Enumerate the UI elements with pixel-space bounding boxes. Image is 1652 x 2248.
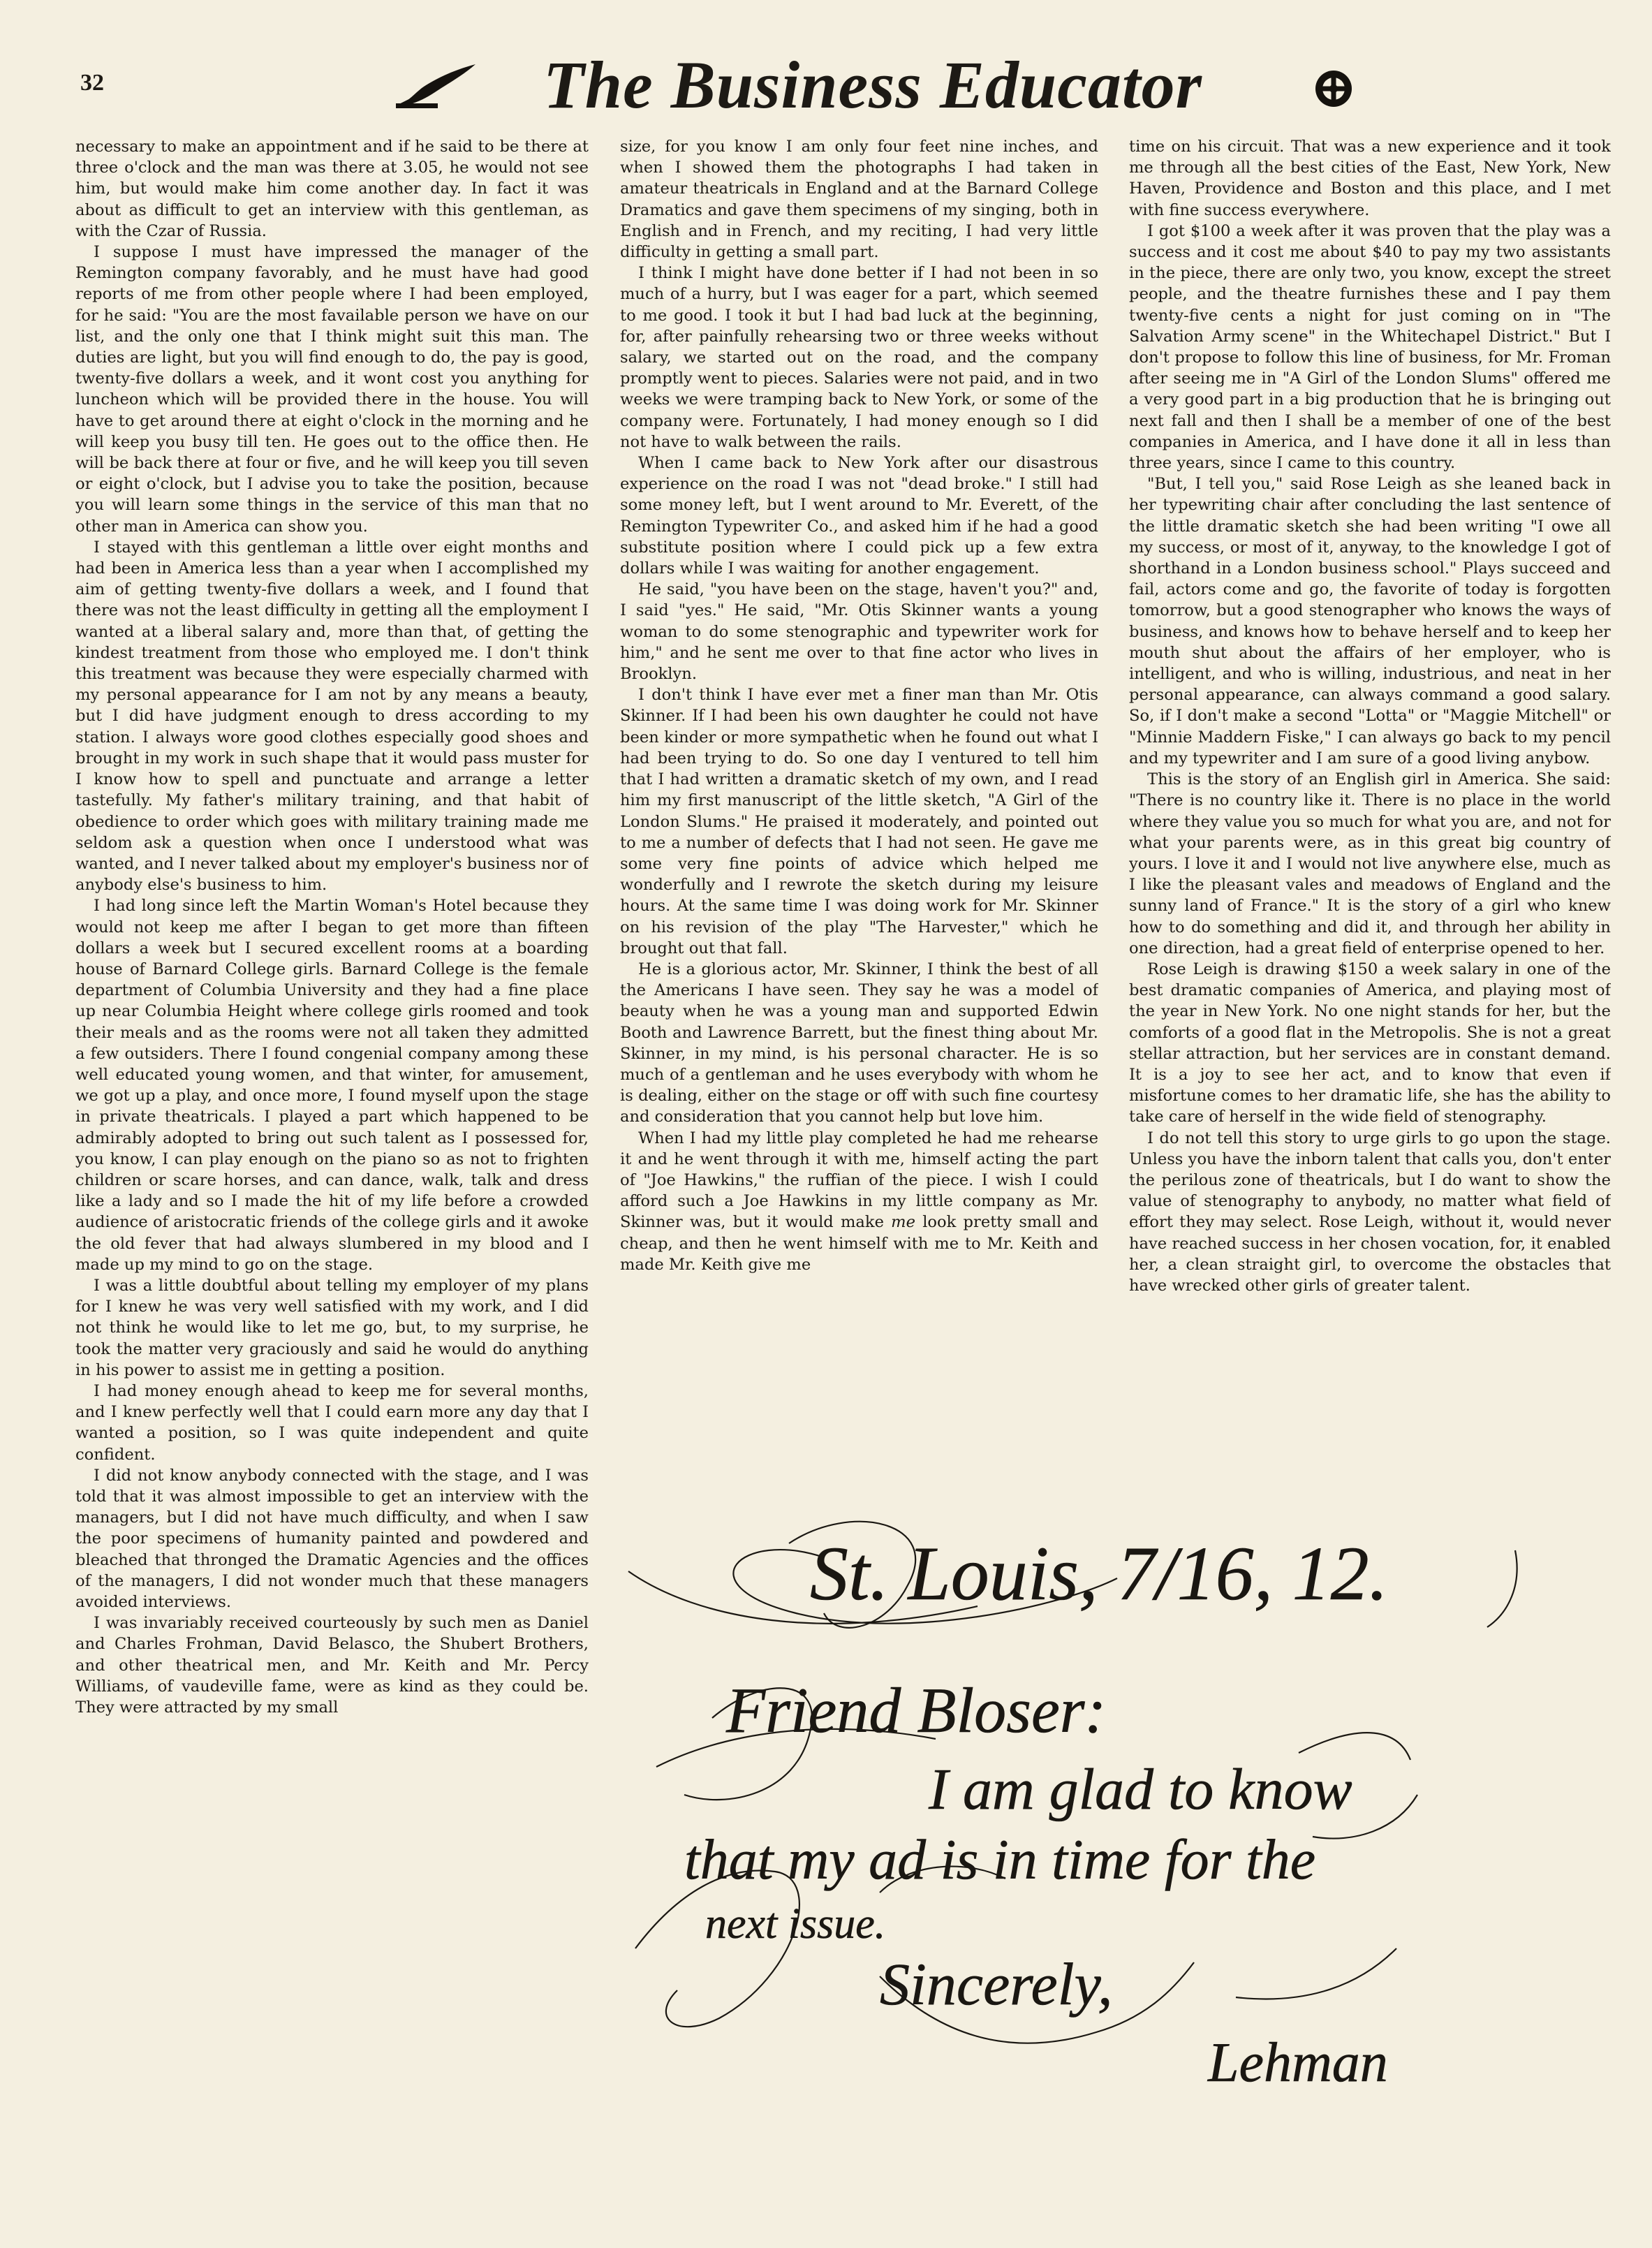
quill-pen-icon	[394, 61, 478, 109]
article-paragraph: Rose Leigh is drawing $150 a week salary in one of the best dramatic companies of America, and playing most of the year in New York. No one night stands for her, but the comforts of a good flat in the Metropolis. She is not a great stellar attraction, but her services are in constant demand. It is a joy to see her act, and to know that even if misfortune comes to her dramatic life, she has the ability to take care of herself in the wide field of stenography.	[1129, 960, 1611, 1126]
article-paragraph: He said, "you have been on the stage, haven't you?" and, I said "yes." He said, "Mr. Otis Skinner wants a young woman to do some stenographic and typewriter work for him," and he sent me over to that fine actor who lives in Brooklyn.	[620, 580, 1098, 684]
masthead-title: The Business Educator	[543, 47, 1202, 122]
text-run: look pretty small and cheap, and then he went himself with me to Mr. Keith and made Mr. Keith give me	[620, 1213, 1098, 1274]
article-paragraph: I had money enough ahead to keep me for several months, and I knew perfectly well that I could earn more any day that I wanted a position, so I was quite independent and quite confident.	[75, 1381, 589, 1464]
article-column-1	[75, 136, 589, 2161]
article-paragraph: I was invariably received courteously by such men as Daniel and Charles Frohman, David Belasco, the Shubert Brothers, and other theatrical men, and Mr. Keith and Mr. Percy Williams, of vaudeville fame, were as kind as they could be. They were attracted by my small	[75, 1614, 589, 1717]
letter-body-line-3: next issue.	[705, 1900, 886, 1948]
article-paragraph: size, for you know I am only four feet nine inches, and when I showed them the photographs I had taken in amateur theatricals in England and at the Barnard College Dramatics and gave them specimens of my singing, both in English and in French, and my reciting, I had very little difficulty in getting a small part.	[620, 138, 1098, 262]
article-paragraph: I suppose I must have impressed the manager of the Remington company favorably, and he must have had good reports of me from other people where I had been employed, for he said: "You are the most favailable person we have on our list, and the only one that I think might suit this man. The duties are light, but you will find enough to do, the pay is good, twenty-five dollars a week, and it wont cost you anything for luncheon which will be provided there in the house. You will have to get around there at eight o'clock in the morning and he will keep you busy till ten. He goes out to the office then. He will be back there at four or five, and he will keep you till seven or eight o'clock, but I advise you to take the position, because you will learn some things in the service of this man that no other man in America can show you.	[75, 243, 589, 536]
letter-salutation: Friend Bloser:	[726, 1675, 1107, 1746]
article-paragraph: This is the story of an English girl in America. She said: "There is no country like it. There is no place in the world where they value you so much for what you are, and not for what your parents were, as in this great big country of yours. I love it and I would not live anywhere else, much as I like the pleasant vales and meadows of England and the sunny land of France." It is the story of a girl who knew how to do something and did it, and through her ability in one direction, had a great field of enterprise opened to her.	[1129, 770, 1611, 957]
letter-signature: Lehman	[1208, 2032, 1388, 2094]
article-paragraph: I was a little doubtful about telling my employer of my plans for I knew he was very well satisfied with my work, and I did not think he would like to let me go, but, to my surprise, he took the matter very graciously and said he would do anything in his power to assist me in getting a position.	[75, 1276, 589, 1379]
text-run: When I had my little play completed he had me rehearse it and he went through it with me, himself acting the part of "Joe Hawkins," the ruffian of the piece. I wish I could afford such a Joe Hawkins in my little company as Mr. Skinner was, but it would make	[620, 1129, 1098, 1232]
article-paragraph: He is a glorious actor, Mr. Skinner, I think the best of all the Americans I have seen. They say he was a model of beauty when he was a young man and supported Edwin Booth and Lawrence Barrett, but the finest thing about Mr. Skinner, in my mind, is his personal character. He is so much of a gentleman and he uses everybody with whom he is dealing, either on the stage or off with such fine courtesy and consideration that you cannot help but love him.	[620, 960, 1098, 1126]
article-paragraph: I do not tell this story to urge girls to go upon the stage. Unless you have the inborn talent that calls you, don't enter the perilous zone of theatricals, but I do want to show the value of stenography to anybody, no matter what field of effort they may select. Rose Leigh, without it, would never have reached success in her chosen vocation, for, it enabled her, a clean straight girl, to overcome the obstacles that have wrecked other girls of greater talent.	[1129, 1129, 1611, 1295]
page-number: 32	[80, 70, 104, 96]
article-column-2	[620, 136, 1098, 1512]
article-paragraph: I had long since left the Martin Woman's Hotel because they would not keep me after I began to get more than fifteen dollars a week but I secured excellent rooms at a boarding house of Barnard College girls. Barnard College is the female department of Columbia University and they had a fine place up near Columbia Height where college girls roomed and took their meals and as the rooms were not all taken they admitted a few outsiders. There I found congenial company among these well educated young women, and that winter, for amusement, we got up a play, and once more, I found myself upon the stage in private theatricals. I played a part which happened to be admirably adopted to bring out such talent as I possessed for, you know, I can play enough on the piano so as not to frighten children or scare horses, and can dance, walk, talk and dress like a lady and so I made the hit of my life before a crowded audience of aristocratic friends of the college girls and it awoke the old fever that had always slumbered in my blood and I made up my mind to go on the stage.	[75, 897, 589, 1274]
article-paragraph: When I came back to New York after our disastrous experience on the road I was not "dead broke." I still had some money left, but I went around to Mr. Everett, of the Remington Typewriter Co., and asked him if he had a good substitute position where I could pick up a few extra dollars while I was waiting for another engagement.	[620, 454, 1098, 578]
handwritten-letter	[614, 1501, 1613, 2130]
article-column-3	[1129, 136, 1611, 1512]
article-paragraph: I don't think I have ever met a finer man than Mr. Otis Skinner. If I had been his own daughter he could not have been kinder or more sympathetic when he found out what I had been trying to do. So one day I ventured to tell him that I had written a dramatic sketch of my own, and I read him my first manuscript of the little sketch, "A Girl of the London Slums." He praised it moderately, and pointed out to me a number of defects that I had not seen. He gave me some very fine points of advice which helped me wonderfully and I rewrote the sketch during my leisure hours. At the same time I was doing work for Mr. Skinner on his revision of the play "The Harvester," which he brought out that fall.	[620, 686, 1098, 957]
article-paragraph: "But, I tell you," said Rose Leigh as she leaned back in her typewriting chair after concluding the last sentence of the little dramatic sketch she had been writing "I owe all my success, or most of it, anyway, to the knowledge I got of shorthand in a London business school." Plays succeed and fail, actors come and go, the favorite of today is forgotten tomorrow, but a good stenographer who knows the ways of business, and knows how to behave herself and to keep her mouth shut about the affairs of her employer, who is intelligent, and who is willing, industrious, and neat in her personal appearance, can always command a good salary. So, if I don't make a second "Lotta" or "Maggie Mitchell" or "Minnie Maddern Fiske," I can always go back to my pencil and my typewriter and I am sure of a good living anybow.	[1129, 475, 1611, 767]
article-paragraph: necessary to make an appointment and if he said to be there at three o'clock and the man was there at 3.05, he would not see him, but would make him come another day. In fact it was about as difficult to get an interview with this gentleman, as with the Czar of Russia.	[75, 138, 589, 240]
letter-closing: Sincerely,	[880, 1951, 1113, 2018]
article-paragraph: time on his circuit. That was a new experience and it took me through all the best cities of the East, New York, New Haven, Providence and Boston and this place, and I met with fine success everywhere.	[1129, 138, 1611, 219]
article-paragraph: I got $100 a week after it was proven that the play was a success and it cost me about $40 to pay my two assistants in the piece, there are only two, you know, except the street people, and the theatre furnishes these and I pay them twenty-five cents a night for just coming on in "The Salvation Army scene" in the Whitechapel District." But I don't propose to follow this line of business, for Mr. Froman after seeing me in "A Girl of the London Slums" offered me a very good part in a big production that he is bringing out next fall and then I shall be a member of one of the best companies in America, and I have done it all in less than three years, since I came to this country.	[1129, 221, 1611, 473]
letter-date-line: St. Louis, 7/16, 12.	[810, 1531, 1389, 1616]
letter-body-line-2: that my ad is in time for the	[684, 1828, 1316, 1891]
article-paragraph: I did not know anybody connected with the stage, and I was told that it was almost impossible to get an interview with the managers, but I did not have much difficulty, and when I saw the poor specimens of humanity painted and powdered and bleached that thronged the Dramatic Agencies and the offices of the managers, I did not wonder much that these managers avoided interviews.	[75, 1466, 589, 1612]
emphasized-word: me	[891, 1213, 915, 1232]
article-paragraph: I think I might have done better if I had not been in so much of a hurry, but I was eager for a part, which seemed to me good. I took it but I had bad luck at the beginning, for, after painfully rehearsing two or three weeks without salary, we started out on the road, and the company promptly went to pieces. Salaries were not paid, and in two weeks we were tramping back to New York, or some of the company were. Fortunately, I had money enough so I did not have to walk between the rails.	[620, 264, 1098, 451]
article-paragraph	[620, 1128, 1098, 1275]
letter-body-line-1: I am glad to know	[929, 1757, 1352, 1822]
publisher-emblem-icon	[1309, 64, 1358, 113]
article-paragraph: I stayed with this gentleman a little over eight months and had been in America less than a year when I accomplished my aim of getting twenty-five dollars a week, and I found that there was not the least difficulty in getting all the employment I wanted at a liberal salary and, more than that, of getting the kindest treatment from those who employed me. I don't think this treatment was because they were especially charmed with my personal appearance for I am not by any means a beauty, but I did have judgment enough to dress according to my station. I always wore good clothes especially good shoes and brought in my work in such shape that it would pass muster for I know how to spell and punctuate and arrange a letter tastefully. My father's military training, and that habit of obedience to order which goes with military training made me seldom ask a question when once I understood what was wanted, and I never talked about my employer's business nor of anybody else's business to him.	[75, 538, 589, 895]
